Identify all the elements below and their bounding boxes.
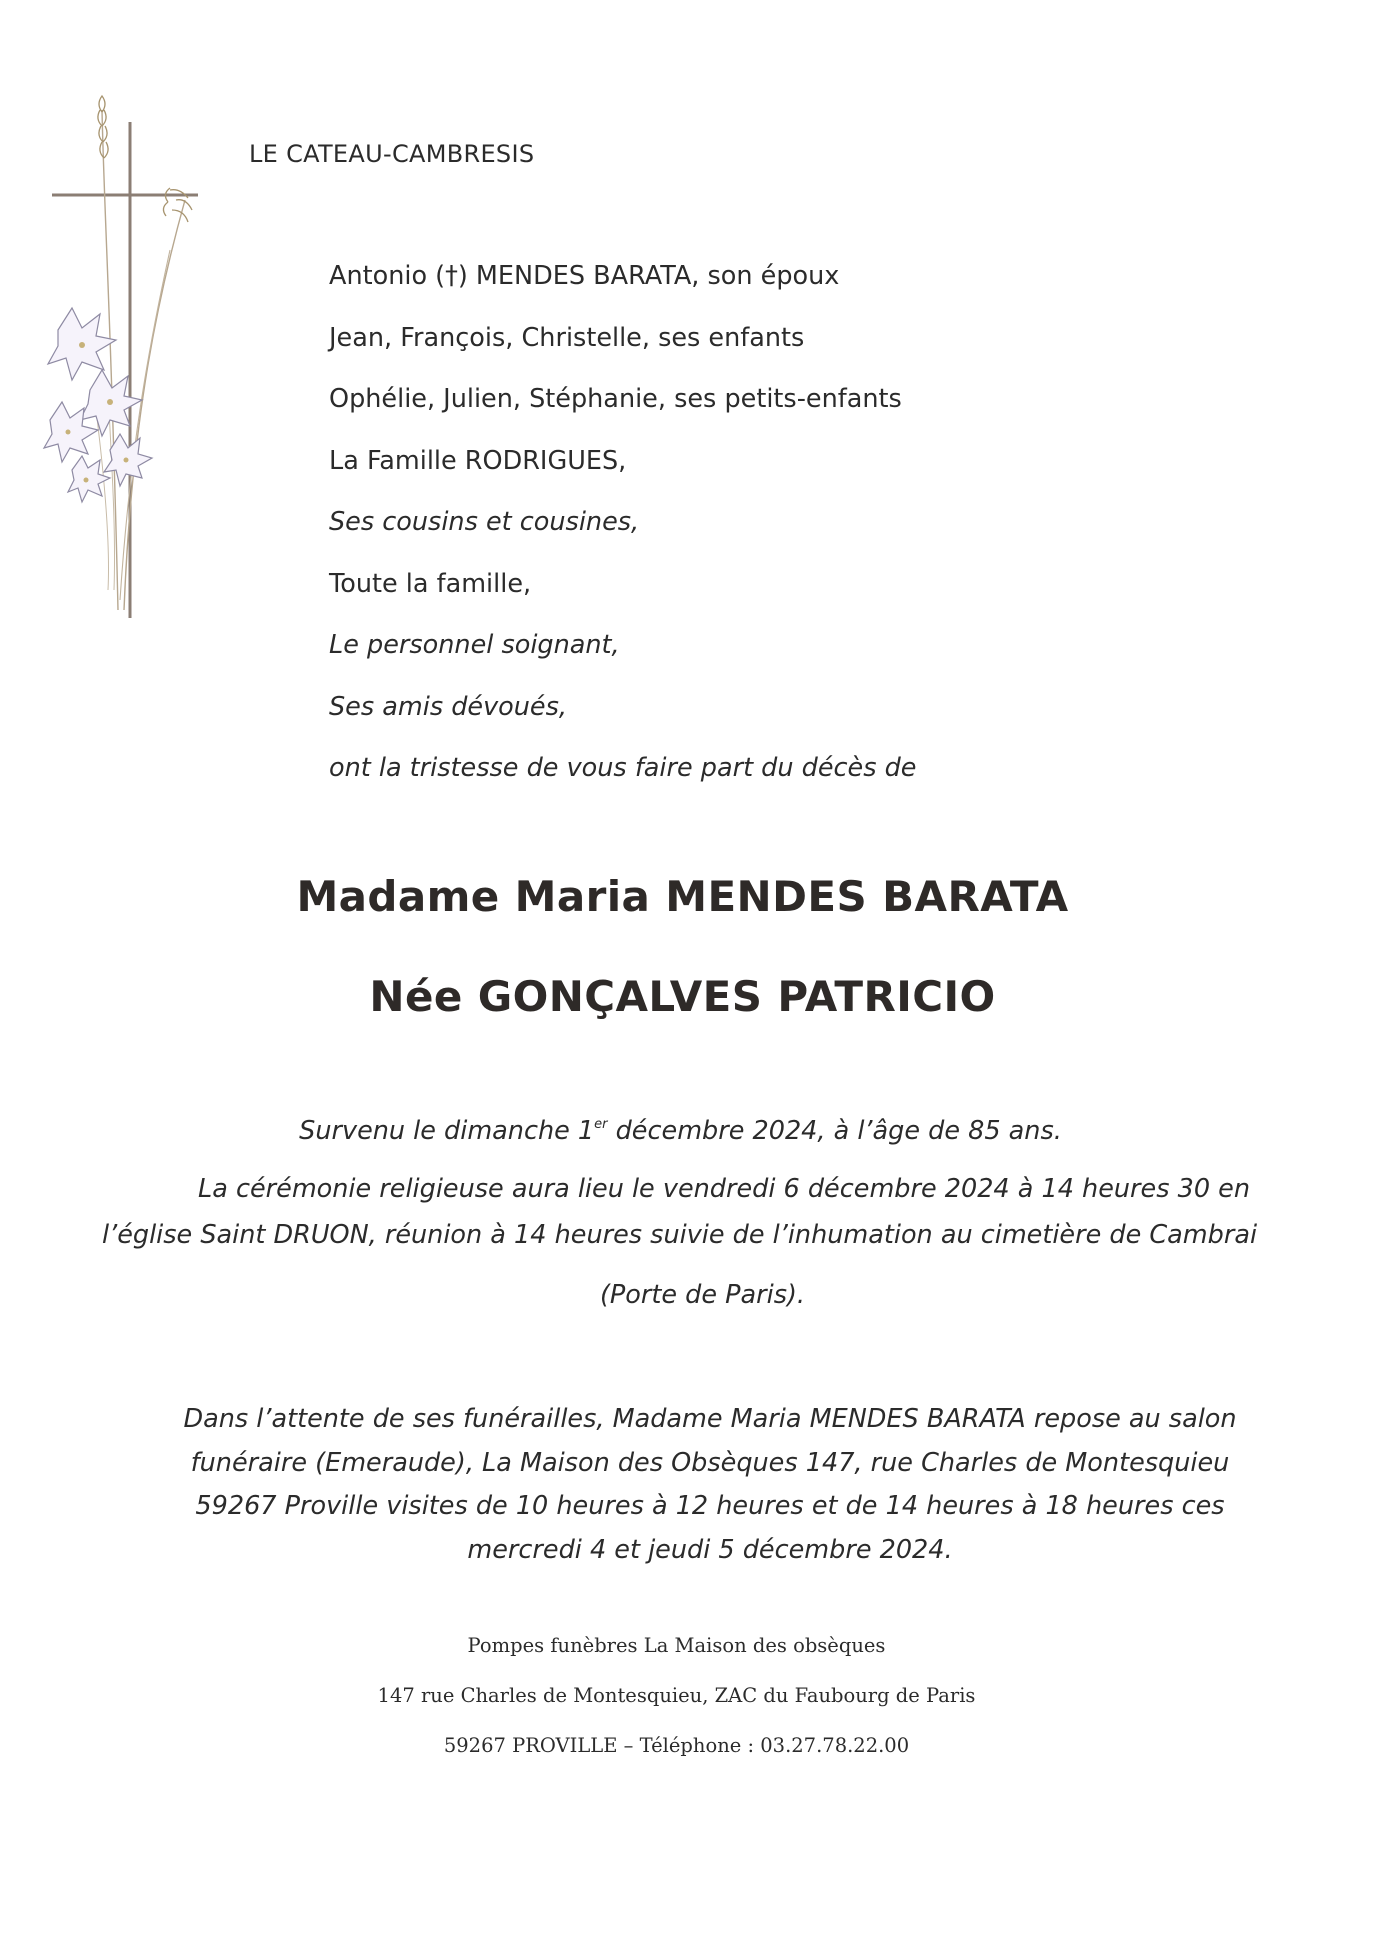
footer-address: 147 rue Charles de Montesquieu, ZAC du Faubourg de Paris bbox=[377, 1684, 976, 1707]
viewing-paragraph: Dans l’attente de ses funérailles, Madame Maria MENDES BARATA repose au salon funéraire (Emeraude), La Maison des Obsèques 147, rue Charles de Montesquieu 59267 Proville visites de 10 heures à 12 heures et de 14 heures à 18 heures ces mercredi 4 et jeudi 5 décembre 2024. bbox=[183, 1404, 1237, 1565]
footer-company: Pompes funèbres La Maison des obsèques bbox=[467, 1634, 886, 1657]
ceremony-line-3: (Porte de Paris). bbox=[599, 1280, 806, 1310]
family-line: Jean, François, Christelle, ses enfants bbox=[329, 322, 805, 353]
family-line: Ses amis dévoués, bbox=[329, 691, 568, 722]
footer-contact: 59267 PROVILLE – Téléphone : 03.27.78.22.00 bbox=[443, 1734, 910, 1757]
deceased-maiden-name: Née GONÇALVES PATRICIO bbox=[369, 972, 996, 1021]
family-line: Ses cousins et cousines, bbox=[329, 507, 640, 537]
cross-with-flowers-illustration bbox=[20, 90, 230, 630]
family-line: Ophélie, Julien, Stéphanie, ses petits-enfants bbox=[329, 384, 902, 414]
family-line: Antonio (†) MENDES BARATA, son époux bbox=[329, 261, 840, 291]
death-text-before: Survenu le dimanche 1 bbox=[299, 1116, 595, 1146]
ceremony-line-1: La cérémonie religieuse aura lieu le vendredi 6 décembre 2024 à 14 heures 30 en bbox=[198, 1174, 1251, 1204]
ordinal-suffix: er bbox=[594, 1117, 608, 1132]
location-heading: LE CATEAU-CAMBRESIS bbox=[249, 140, 535, 168]
family-line: Toute la famille, bbox=[329, 568, 532, 599]
death-date-line bbox=[0, 1116, 1369, 1146]
family-line: Le personnel soignant, bbox=[329, 630, 620, 660]
announcement-line: ont la tristesse de vous faire part du décès de bbox=[329, 753, 917, 783]
family-list bbox=[329, 256, 916, 810]
ceremony-line-2: l’église Saint DRUON, réunion à 14 heures suivie de l’inhumation au cimetière de Cambrai bbox=[102, 1220, 1258, 1250]
death-text-after: décembre 2024, à l’âge de 85 ans. bbox=[607, 1116, 1062, 1146]
family-line: La Famille RODRIGUES, bbox=[329, 445, 627, 476]
deceased-name: Madame Maria MENDES BARATA bbox=[296, 872, 1069, 921]
